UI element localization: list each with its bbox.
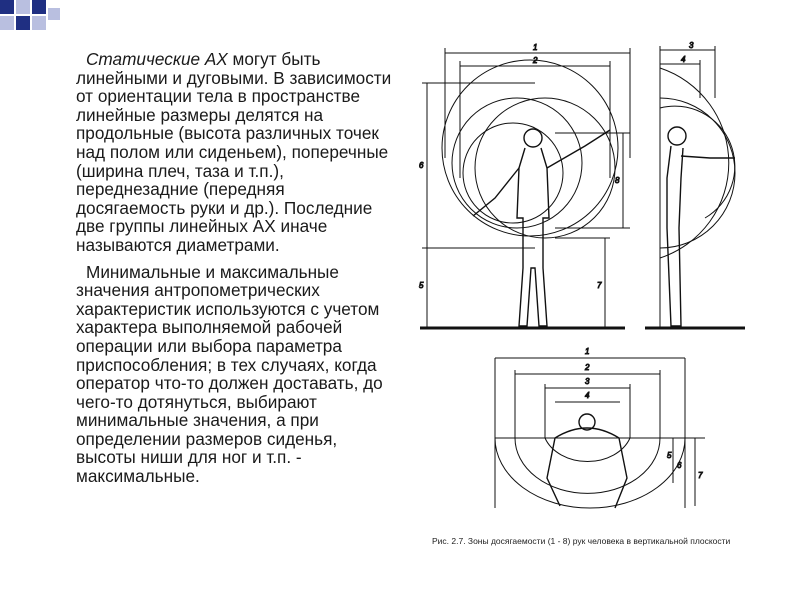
italic-term: Статические АХ (86, 49, 228, 69)
decor-square (16, 16, 30, 30)
decor-square (16, 0, 30, 14)
top-dim-label-7: 7 (698, 471, 703, 480)
side-dim-label-3: 3 (689, 41, 694, 50)
decor-square (32, 16, 46, 30)
reach-zones-figure (405, 38, 795, 538)
top-dim-label-6: 6 (677, 461, 682, 470)
top-view (495, 358, 705, 508)
top-dim-label-3: 3 (585, 377, 590, 386)
decor-square (0, 16, 14, 30)
paragraph-min-max-values: Минимальные и максимальные значения антропометрических характеристик используются с учетом характера выполняемой рабочей операции или выбора параметра приспособления; в тех случаях, когда оператор что-то должен доставать, до чего-то дотянуться, выбирают минимальные значения, а при определении размеров сиденья, высоты ниши для ног и т.п. - максимальные. (76, 261, 383, 487)
figure-caption: Рис. 2.7. Зоны досягаемости (1 - 8) рук человека в вертикальной плоскости (432, 536, 731, 546)
decor-square (0, 0, 14, 14)
reach-zones-drawing (405, 38, 795, 538)
decor-square (48, 8, 60, 20)
top-dim-label-5: 5 (667, 451, 672, 460)
top-dim-label-4: 4 (585, 391, 590, 400)
body-text (76, 50, 396, 494)
side-dim-label-4: 4 (681, 55, 686, 64)
dim-label-7: 7 (597, 281, 602, 290)
dim-label-5: 5 (419, 281, 424, 290)
dim-label-6: 6 (419, 161, 424, 170)
decorative-squares (0, 0, 60, 40)
side-view (660, 46, 735, 328)
top-dim-label-1: 1 (585, 347, 590, 356)
decor-square (32, 0, 46, 14)
paragraph-static-characteristics (76, 50, 396, 255)
paragraph-1-text: могут быть линейными и дуговыми. В зависимости от ориентации тела в пространстве линейные размеры делятся на продольные (высота различных точек над полом или сиденьем), поперечные (ширина плеч, таза и т.п.), переднезадние (передняя досягаемость руки и др.). Последние две группы линейных АХ иначе называются диаметрами. (76, 49, 392, 255)
dim-label-2: 2 (533, 56, 538, 65)
top-dim-label-2: 2 (585, 363, 590, 372)
front-view (420, 48, 745, 328)
dim-label-1: 1 (533, 43, 538, 52)
dim-label-8: 8 (615, 176, 620, 185)
